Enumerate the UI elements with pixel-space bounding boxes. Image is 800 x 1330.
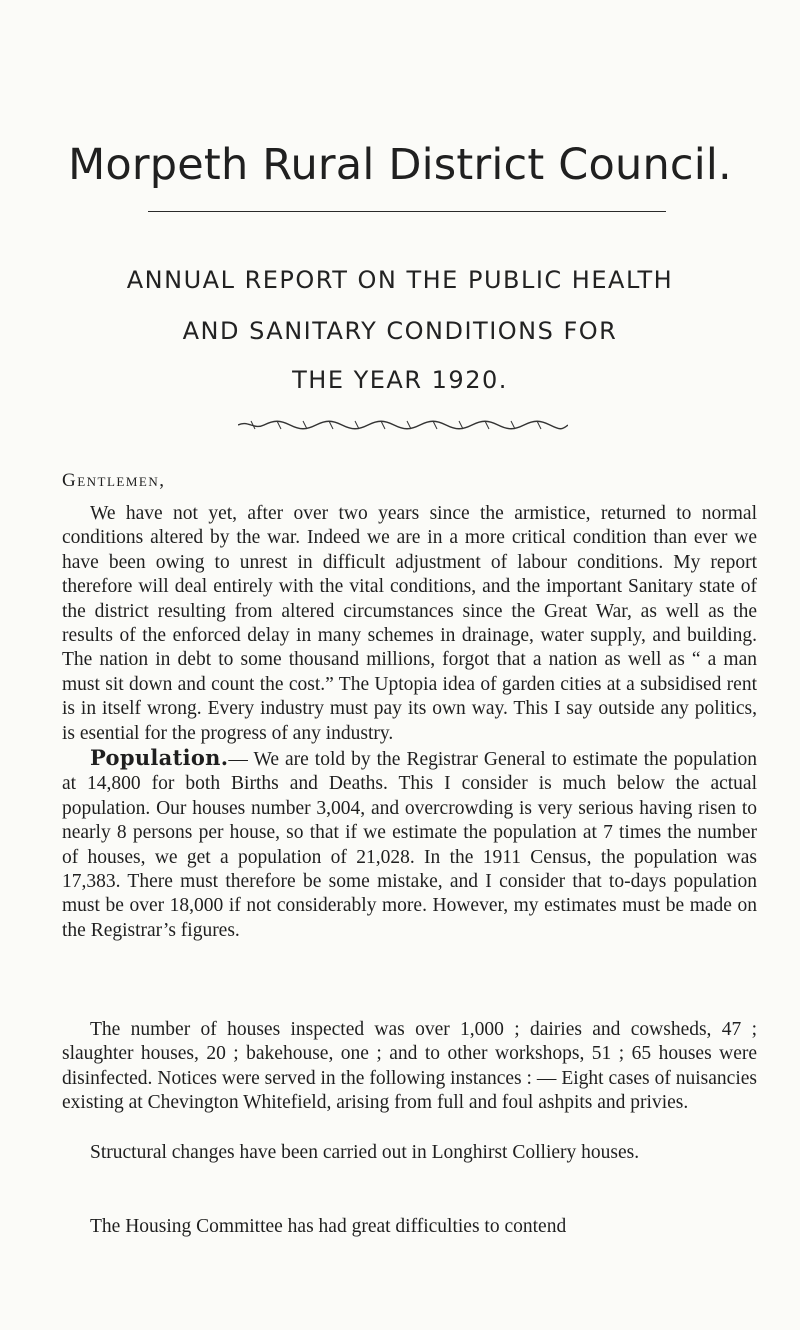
paragraph-housing: The Housing Committee has had great difficulties to contend (90, 1216, 567, 1237)
ornamental-divider (238, 419, 568, 431)
body-paragraph-5 (62, 1215, 757, 1239)
salutation: Gentlemen, (62, 470, 166, 491)
paragraph-intro: We have not yet, after over two years since the armistice, returned to normal conditions altered by the war. Indeed we are in a more critical condition than ever we have been owing to unrest in difficult adjustment of labour conditions. My report therefore will deal entirely with the vital conditions, and the important Sanitary state of the district resulting from altered circumstances since the Great War, as well as the results of the enforced delay in many schemes in drainage, water supply, and building. The nation in debt to some thousand millions, forgot that a nation as well as “ a man must sit down and count the cost.” The Uptopia idea of garden cities at a subsidised rent is in itself wrong. Every industry must pay its own way. This I say outside any politics, is esential for the progress of any industry. (62, 503, 757, 744)
body-paragraph-4 (62, 1141, 757, 1165)
subtitle-line-3: THE YEAR 1920. (292, 366, 508, 394)
body-paragraph-1 (62, 502, 757, 746)
section-heading-population: Population. (90, 745, 229, 770)
document-title: Morpeth Rural District Council. (68, 140, 732, 190)
body-paragraph-2 (62, 746, 757, 943)
title-underline (148, 211, 666, 212)
paragraph-inspections: The number of houses inspected was over 1,000 ; dairies and cowsheds, 47 ; slaughter houses, 20 ; bakehouse, one ; and to other workshops, 51 ; 65 houses were disinfected. Notices were served in the following instances : — Eight cases of nuisancies existing at Chevington Whitefield, arising from full and foul ashpits and privies. (62, 1019, 757, 1114)
paragraph-population: — We are told by the Registrar General to estimate the population at 14,800 for both Births and Deaths. This I consider is much below the actual population. Our houses number 3,004, and overcrowding is very serious having risen to nearly 8 persons per house, so that if we estimate the population at 7 times the number of houses, we get a population of 21,028. In the 1911 Census, the population was 17,383. There must therefore be some mistake, and I consider that to-days population must be over 18,000 if not considerably more. However, my estimates must be made on the Registrar’s figures. (62, 749, 757, 941)
subtitle-line-1: ANNUAL REPORT ON THE PUBLIC HEALTH (126, 266, 674, 294)
body-paragraph-3 (62, 1018, 757, 1116)
paragraph-structural-changes: Structural changes have been carried out in Longhirst Colliery houses. (90, 1142, 640, 1163)
subtitle-line-2: AND SANITARY CONDITIONS FOR (182, 317, 618, 345)
